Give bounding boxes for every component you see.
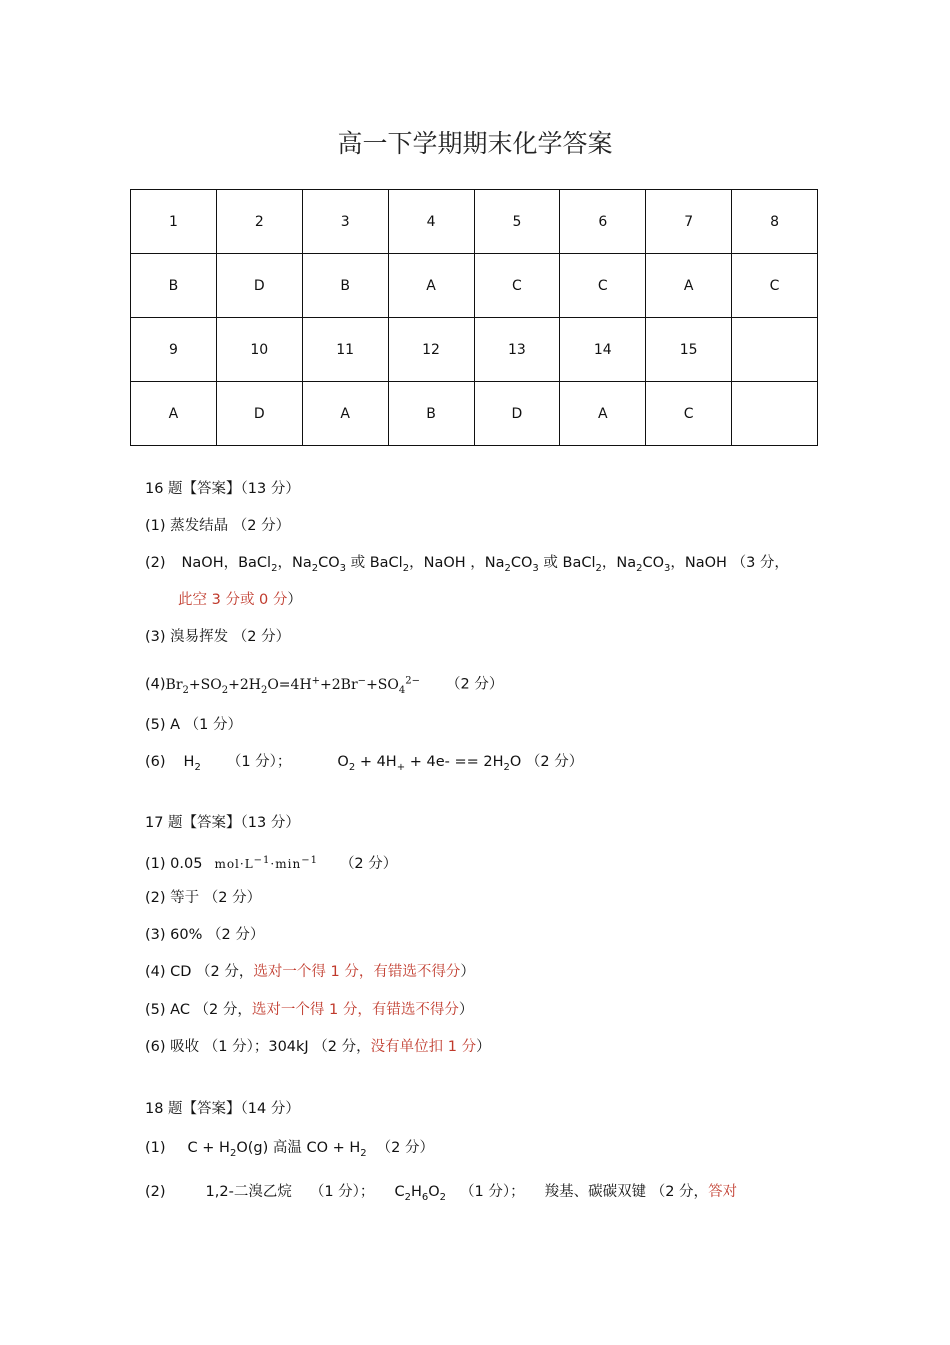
q17-line-2: (2) 等于 （2 分） [145,890,262,906]
table-cell [732,318,818,382]
table-cell [732,382,818,446]
page-title: 高一下学期期末化学答案 [337,129,613,158]
table-cell: 4 [388,190,474,254]
table-row [131,190,818,254]
q16-header: 16 题【答案】（13 分） [145,481,300,497]
table-row [131,254,818,318]
table-cell: A [646,254,732,318]
table-cell: 8 [732,190,818,254]
q17-line-6: (6) 吸收 （1 分）；304kJ （2 分，没有单位扣 1 分） [145,1039,491,1055]
q16-line-3: (3) 溴易挥发 （2 分） [145,629,291,645]
table-cell: 7 [646,190,732,254]
table-cell: 2 [216,190,302,254]
table-cell: 9 [131,318,217,382]
table-cell: C [732,254,818,318]
table-cell: B [302,254,388,318]
table-row [131,318,818,382]
table-cell: 10 [216,318,302,382]
table-cell: 1 [131,190,217,254]
q16-line-2-note: 此空 3 分或 0 分） [178,592,302,608]
table-cell: C [646,382,732,446]
rate-unit: $mol\cdot L^{-1}\cdot\min^{-1}$ [214,855,318,871]
table-cell: A [388,254,474,318]
table-cell: A [302,382,388,446]
table-cell: D [474,382,560,446]
table-cell: 5 [474,190,560,254]
answer-table [130,189,818,446]
q17-line-5: (5) AC （2 分，选对一个得 1 分，有错选不得分） [145,1002,474,1018]
q16-line-2: (2) NaOH，BaCl$_2$，$Na_2CO_3$ 或 BaCl$_2$，NaOH ，$Na_2CO_3$ 或 BaCl$_2$，$Na_2CO_3$，NaOH （3 分， [145,555,789,574]
table-cell: A [131,382,217,446]
q16-line-1: (1) 蒸发结晶 （2 分） [145,518,291,534]
q18-header: 18 题【答案】（14 分） [145,1101,300,1117]
table-cell: 15 [646,318,732,382]
q17-line-1: (1) 0.05 $mol\cdot L^{-1}\cdot\min^{-1}$ （2 分） [145,855,398,872]
table-cell: C [474,254,560,318]
table-cell: 6 [560,190,646,254]
q18-line-1: (1) $C + H_2O(g)$ 高温 CO + $H_2$ （2 分） [145,1140,435,1159]
table-row [131,382,818,446]
table-cell: D [216,254,302,318]
table-cell: 3 [302,190,388,254]
q16-line-6: (6) $H_2$ （1 分）； $O_2 + 4H_+ + 4e- == 2H_2O$ （2 分） [145,754,584,773]
table-cell: 11 [302,318,388,382]
q17-line-4: (4) CD （2 分，选对一个得 1 分，有错选不得分） [145,964,475,980]
q17-line-3: (3) 60% （2 分） [145,927,265,943]
table-cell: B [388,382,474,446]
q16-line-4: $(4)Br_2+SO_2+2H_2O=4H^++2Br^-+SO_4^{2-}$ （2 分） [145,675,504,696]
q18-line-2: (2) 1,2-二溴乙烷 （1 分）； $C_2H_6O_2$ （1 分）； 羧基、碳碳双键 （2 分，答对 [145,1184,738,1203]
table-cell: C [560,254,646,318]
q16-line-5: (5) A （1 分） [145,717,243,733]
table-cell: 13 [474,318,560,382]
table-cell: A [560,382,646,446]
table-cell: 14 [560,318,646,382]
table-cell: 12 [388,318,474,382]
q17-header: 17 题【答案】（13 分） [145,815,300,831]
table-cell: B [131,254,217,318]
bromine-equation: $Br_2+SO_2+2H_2O=4H^++2Br^-+SO_4^{2-}$ [165,675,420,696]
table-cell: D [216,382,302,446]
